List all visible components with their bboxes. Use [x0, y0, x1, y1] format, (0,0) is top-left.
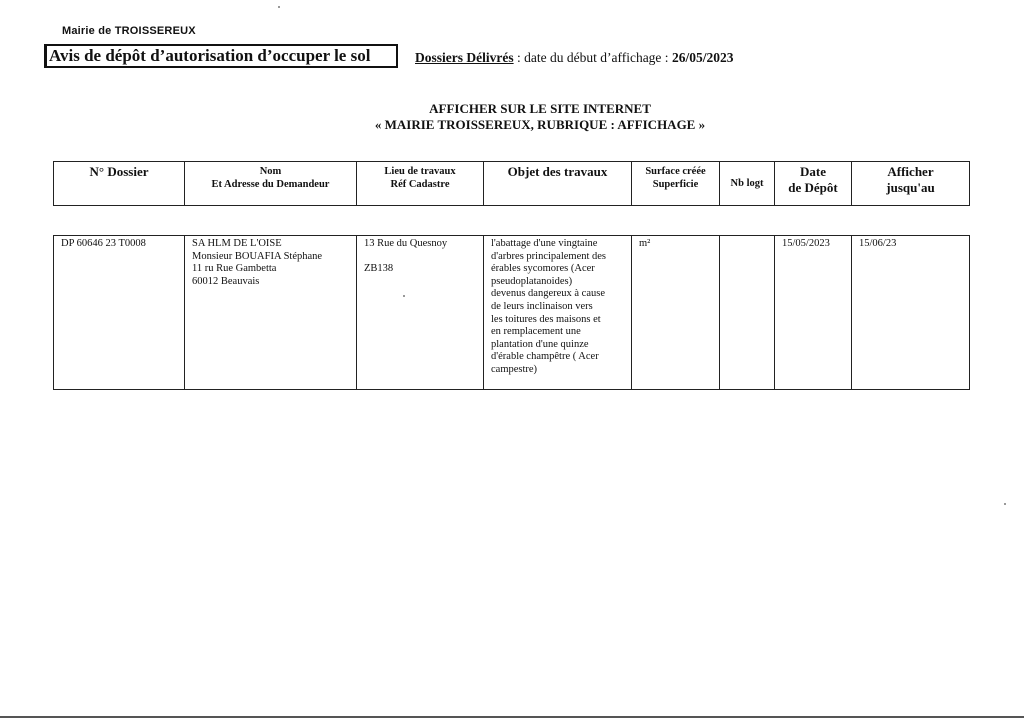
- mairie-name: Mairie de TROISSEREUX: [62, 25, 196, 37]
- dossiers-delivres-line: [415, 50, 733, 66]
- scan-speck: [1004, 503, 1006, 505]
- notice-title: Avis de dépôt d’autorisation d’occuper le sol: [49, 46, 371, 65]
- col-header-objet: Objet des travaux: [484, 162, 632, 205]
- col-header-dossier: N° Dossier: [54, 162, 185, 205]
- table-header: [53, 161, 970, 206]
- col-header-afficher: Afficher jusqu'au: [886, 164, 935, 195]
- col-header-nb-logt: Nb logt: [720, 162, 775, 205]
- cell-surface: m²: [632, 236, 720, 389]
- cell-lieu: 13 Rue du Quesnoy ZB138: [357, 236, 484, 389]
- website-notice-line1: AFFICHER SUR LE SITE INTERNET: [429, 101, 651, 116]
- dossiers-text: : date du début d’affichage :: [513, 50, 672, 65]
- cell-date-depot: 15/05/2023: [775, 236, 852, 389]
- scan-bottom-edge: [0, 716, 1024, 718]
- col-header-lieu: Lieu de travaux Réf Cadastre: [357, 162, 484, 205]
- cell-nom-adresse: SA HLM DE L'OISE Monsieur BOUAFIA Stéphane 11 ru Rue Gambetta 60012 Beauvais: [185, 236, 357, 389]
- website-notice: [300, 101, 780, 133]
- dossiers-label: Dossiers Délivrés: [415, 50, 514, 65]
- cell-objet: l'abattage d'une vingtaine d'arbres principalement des érables sycomores (Acer pseudoplatanoides) devenus dangereux à cause de leurs inclinaison vers les toitures des maisons et en remplacement une plantation d'une quinze d'érable champêtre ( Acer campestre): [484, 236, 632, 389]
- col-header-nom: Nom Et Adresse du Demandeur: [185, 162, 357, 205]
- notice-title-box: [44, 44, 398, 68]
- col-header-surface: Surface créée Superficie: [632, 162, 720, 205]
- cell-afficher-jusqu: 15/06/23: [859, 238, 897, 249]
- website-notice-line2: « MAIRIE TROISSEREUX, RUBRIQUE : AFFICHAGE »: [374, 117, 706, 132]
- display-start-date: 26/05/2023: [671, 50, 734, 65]
- cell-dossier: DP 60646 23 T0008: [54, 236, 185, 389]
- col-header-date-depot: Date de Dépôt: [775, 162, 852, 205]
- scan-speck: [278, 6, 280, 8]
- table-row: [53, 235, 970, 390]
- scan-speck: [403, 295, 405, 297]
- cell-nb-logt: [720, 236, 775, 389]
